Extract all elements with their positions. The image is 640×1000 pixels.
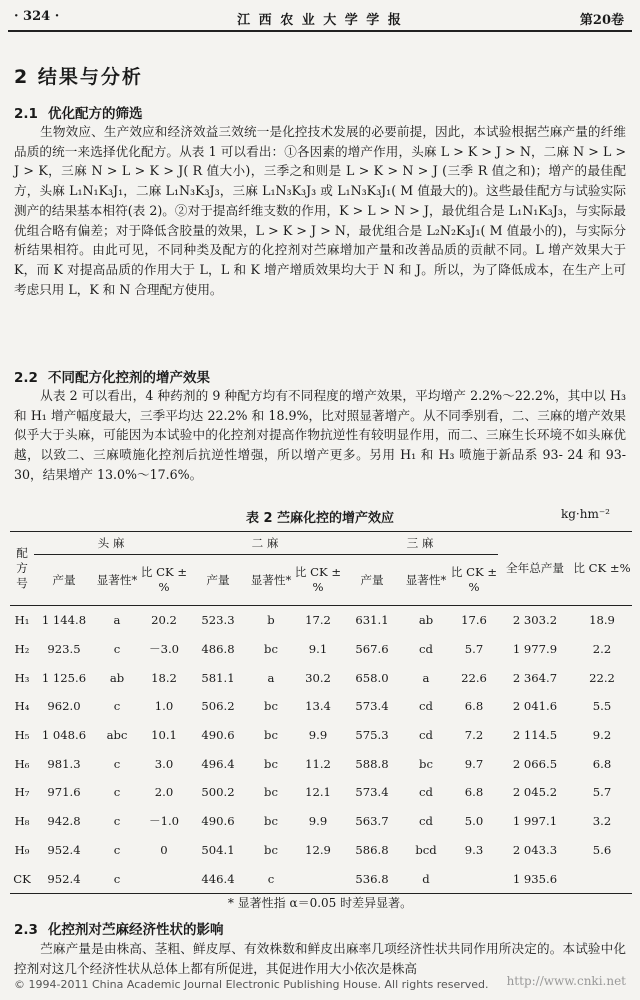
- site-watermark: http://www.cnki.net: [506, 974, 626, 988]
- data-cell: 3.0: [154, 756, 174, 771]
- subsection-2-1-paragraph: [14, 122, 626, 299]
- yield-table: [10, 531, 632, 894]
- data-cell: 952.4: [34, 864, 94, 893]
- data-cell: 1 144.8: [41, 613, 87, 628]
- table-row: [10, 663, 632, 692]
- data-cell: [572, 864, 632, 893]
- data-cell: 490.6: [201, 814, 235, 829]
- data-cell: 18.9: [589, 613, 615, 628]
- paragraph-text: 苎麻产量是由株高、茎粗、鲜皮厚、有效株数和鲜皮出麻率几项经济性状共同作用所决定的。本试验中化控剂对这几个经济性状从总体上都有所促进，其促进作用大小依次是株高: [14, 941, 626, 976]
- subsection-2-3-paragraph: [14, 939, 626, 979]
- data-cell: 2.0: [154, 785, 174, 800]
- data-cell: －3.0: [148, 642, 180, 657]
- row-label-cell: H₇: [14, 785, 30, 800]
- data-cell: 588.8: [355, 756, 389, 771]
- data-cell: 12.1: [305, 785, 331, 800]
- data-cell: 11.2: [305, 756, 331, 771]
- data-cell: 30.2: [305, 670, 331, 685]
- data-cell: 22.6: [461, 670, 487, 685]
- data-cell: 5.7: [464, 642, 484, 657]
- total-pct-header: 比 CK ±%: [572, 532, 632, 606]
- data-cell: bc: [419, 756, 433, 771]
- data-cell: 9.7: [464, 756, 484, 771]
- data-cell: 573.4: [355, 699, 389, 714]
- data-cell: 575.3: [355, 728, 389, 743]
- paragraph-text: 生物效应、生产效应和经济效益三效统一是化控技术发展的必要前提，因此，本试验根据苎麻产量的纤维品质的统一来选择优化配方。从表 1 可以看出：①各因素的增产作用，头麻 L > K > J > N，二麻 N > L > J > K，三麻 N > L > K > J( R 值大小)，三季之和则是 L > K > N > J (三季 R 值之和)；增产的最佳配方，头麻 L₁N₁K₃J₁，二麻 L₁N₃K₃J₃，三麻 L₁N₃K₃J₃ 或 L₁N₃K₃J₁( M 值最大的)。这些最佳配方与试验实际测产的结果基本相符(表 2)。②对于提高纤维支数的作用，K > L > N > J，最优组合是 L₁N₁K₃J₃，与实际最优组合略有偏差；对于降低含胶量的效果，L > K > J > N，最优组合是 L₂N₂K₃J₁( M 值最小的)，与实际分析结果相符。由此可见，不同种类及配方的化控剂对苎麻增加产量和改善品质的贡献不同。L 增产效果大于 K，而 K 对提高品质的作用大于 L，L 和 K 增产增质效果均大于 N 和 J。所以，为了降低成本，在生产上可考虑只用 L，K 和 N 合理配方使用。: [14, 124, 626, 297]
- table-row: [10, 635, 632, 664]
- row-label-cell: H₉: [14, 842, 30, 857]
- data-cell: 446.4: [188, 864, 248, 893]
- subsection-number: 2.1: [14, 106, 38, 122]
- data-cell: 1 048.6: [41, 728, 87, 743]
- sub-header-cell: 比 CK ±%: [140, 555, 188, 606]
- data-cell: 9.9: [308, 814, 328, 829]
- running-header: [8, 6, 632, 28]
- table-row: [10, 606, 632, 635]
- data-cell: 490.6: [201, 728, 235, 743]
- subsection-2-1-heading: [14, 102, 143, 122]
- data-cell: 942.8: [47, 814, 81, 829]
- data-cell: 1 977.9: [512, 642, 558, 657]
- data-cell: 2 303.2: [512, 613, 558, 628]
- data-cell: 506.2: [201, 699, 235, 714]
- data-cell: 6.8: [464, 785, 484, 800]
- data-cell: c: [113, 642, 121, 657]
- data-cell: 5.6: [592, 842, 612, 857]
- header-rule: [8, 30, 632, 32]
- data-cell: a: [113, 613, 121, 628]
- data-cell: bc: [264, 642, 278, 657]
- data-cell: cd: [419, 785, 433, 800]
- data-cell: 631.1: [355, 613, 389, 628]
- subsection-number: 2.2: [14, 370, 38, 386]
- row-label-cell: H₈: [14, 814, 30, 829]
- data-cell: bc: [264, 728, 278, 743]
- row-label-cell: H₅: [14, 728, 30, 743]
- section-title: 2 结果与分析: [14, 66, 143, 88]
- row-label-cell: H₃: [14, 670, 30, 685]
- data-cell: 504.1: [201, 842, 235, 857]
- data-cell: cd: [419, 728, 433, 743]
- data-cell: 952.4: [47, 842, 81, 857]
- row-label-cell: H₁: [14, 613, 30, 628]
- data-cell: 2 066.5: [512, 756, 558, 771]
- group-header-second: 二 麻: [188, 532, 342, 555]
- subsection-number: 2.3: [14, 922, 38, 938]
- data-cell: 981.3: [47, 756, 81, 771]
- data-cell: bcd: [415, 842, 437, 857]
- data-cell: 17.6: [461, 613, 487, 628]
- data-cell: 22.2: [589, 670, 615, 685]
- sub-header-cell: 产量: [34, 555, 94, 606]
- subsection-title: 不同配方化控剂的增产效果: [48, 370, 210, 386]
- data-cell: 20.2: [151, 613, 177, 628]
- data-cell: 17.2: [305, 613, 331, 628]
- data-cell: 500.2: [201, 785, 235, 800]
- data-cell: 1 935.6: [498, 864, 572, 893]
- data-cell: c: [113, 756, 121, 771]
- data-cell: 3.2: [592, 814, 612, 829]
- data-cell: b: [267, 613, 275, 628]
- data-cell: 486.8: [201, 642, 235, 657]
- table-row: [10, 749, 632, 778]
- data-cell: 2 114.5: [512, 728, 558, 743]
- data-cell: 6.8: [592, 756, 612, 771]
- data-cell: 1 997.1: [512, 814, 558, 829]
- group-header-first: 头 麻: [34, 532, 188, 555]
- paragraph-text: 从表 2 可以看出，4 种药剂的 9 种配方均有不同程度的增产效果，平均增产 2.2%～22.2%，其中以 H₃ 和 H₁ 增产幅度最大，三季平均达 22.2% 和 18.9%，比对照显著增产。从不同季别看，二、三麻的增产效果似乎大于头麻，可能因为本试验中的化控剂对提高作物抗逆性有较明显作用，而二、三麻生长环境不如头麻优越，以致二、三麻喷施化控剂后抗逆性增强，所以增产更多。另用 H₁ 和 H₃ 喷施于新品系 93- 24 和 93- 30，结果增产 13.0%～17.6%。: [14, 388, 626, 482]
- data-cell: c: [113, 842, 121, 857]
- data-cell: 13.4: [305, 699, 331, 714]
- data-cell: 9.3: [464, 842, 484, 857]
- sub-header-cell: 比 CK ±%: [450, 555, 498, 606]
- data-cell: c: [113, 785, 121, 800]
- data-cell: 5.5: [592, 699, 612, 714]
- data-cell: bc: [264, 814, 278, 829]
- data-cell: a: [267, 670, 275, 685]
- data-cell: abc: [106, 728, 128, 743]
- group-header-third: 三 麻: [342, 532, 498, 555]
- table-row: [10, 721, 632, 750]
- data-cell: 2 041.6: [512, 699, 558, 714]
- data-cell: [294, 864, 342, 893]
- volume-number: 第20卷: [579, 13, 624, 28]
- table-title: 表 2 苎麻化控的增产效应: [245, 511, 395, 526]
- table-row: [10, 807, 632, 836]
- sub-header-cell: 产量: [342, 555, 402, 606]
- data-cell: 586.8: [355, 842, 389, 857]
- data-cell: 1 125.6: [41, 670, 87, 685]
- data-cell: bc: [264, 699, 278, 714]
- data-cell: bc: [264, 842, 278, 857]
- data-cell: [140, 864, 188, 893]
- data-cell: 10.1: [151, 728, 177, 743]
- data-cell: 971.6: [47, 785, 81, 800]
- page-number: · 324 ·: [14, 9, 60, 24]
- table-row: [10, 864, 632, 893]
- data-cell: cd: [419, 814, 433, 829]
- data-cell: [450, 864, 498, 893]
- subsection-title: 化控剂对苎麻经济性状的影响: [48, 922, 224, 938]
- copyright-footer: © 1994-2011 China Academic Journal Electronic Publishing House. All rights reserved.: [14, 978, 489, 991]
- sub-header-cell: 显著性*: [94, 555, 140, 606]
- journal-name: 江 西 农 业 大 学 学 报: [237, 13, 403, 28]
- data-cell: 581.1: [201, 670, 235, 685]
- row-label-cell: H₆: [14, 756, 30, 771]
- row-label-cell: H₄: [14, 699, 30, 714]
- data-cell: 962.0: [47, 699, 81, 714]
- data-cell: 523.3: [201, 613, 235, 628]
- table-note: * 显著性指 α＝0.05 时差异显著。: [227, 896, 413, 910]
- table-unit: kg·hm⁻²: [560, 507, 610, 521]
- data-cell: c: [94, 864, 140, 893]
- data-cell: a: [422, 670, 430, 685]
- data-cell: 658.0: [355, 670, 389, 685]
- data-cell: cd: [419, 699, 433, 714]
- data-cell: d: [402, 864, 450, 893]
- data-cell: 563.7: [355, 814, 389, 829]
- row-header-cell: 配 方 号: [10, 532, 34, 606]
- table-row: [10, 778, 632, 807]
- data-cell: bc: [264, 756, 278, 771]
- sub-header-cell: 产量: [188, 555, 248, 606]
- table-row: [10, 692, 632, 721]
- data-cell: ab: [109, 670, 125, 685]
- data-cell: 2 045.2: [512, 785, 558, 800]
- sub-header-cell: 显著性*: [402, 555, 450, 606]
- data-cell: 9.2: [592, 728, 612, 743]
- data-cell: 1.0: [154, 699, 174, 714]
- data-cell: ab: [418, 613, 434, 628]
- data-cell: 5.0: [464, 814, 484, 829]
- sub-header-cell: 比 CK ±%: [294, 555, 342, 606]
- data-cell: 573.4: [355, 785, 389, 800]
- data-cell: 12.9: [305, 842, 331, 857]
- data-cell: 9.9: [308, 728, 328, 743]
- data-cell: 9.1: [308, 642, 328, 657]
- data-cell: c: [248, 864, 294, 893]
- data-cell: 6.8: [464, 699, 484, 714]
- row-label-cell: CK: [10, 864, 34, 893]
- subsection-2-3-heading: [14, 918, 224, 938]
- data-cell: c: [113, 814, 121, 829]
- total-yield-header: 全年总产量: [498, 532, 572, 606]
- data-cell: bc: [264, 785, 278, 800]
- data-cell: 5.7: [592, 785, 612, 800]
- sub-header-cell: 显著性*: [248, 555, 294, 606]
- subsection-2-2-paragraph: [14, 386, 626, 485]
- data-cell: cd: [419, 642, 433, 657]
- subsection-2-2-heading: [14, 366, 210, 386]
- data-cell: －1.0: [148, 814, 180, 829]
- data-cell: 0: [160, 842, 168, 857]
- data-cell: 567.6: [355, 642, 389, 657]
- data-cell: 18.2: [151, 670, 177, 685]
- data-cell: 7.2: [464, 728, 484, 743]
- data-cell: 536.8: [342, 864, 402, 893]
- table-row: [10, 836, 632, 865]
- data-cell: 2 364.7: [512, 670, 558, 685]
- data-cell: c: [113, 699, 121, 714]
- data-cell: 496.4: [201, 756, 235, 771]
- row-label-cell: H₂: [14, 642, 30, 657]
- subsection-title: 优化配方的筛选: [48, 106, 143, 122]
- data-cell: 923.5: [47, 642, 81, 657]
- data-cell: 2.2: [592, 642, 612, 657]
- data-cell: 2 043.3: [512, 842, 558, 857]
